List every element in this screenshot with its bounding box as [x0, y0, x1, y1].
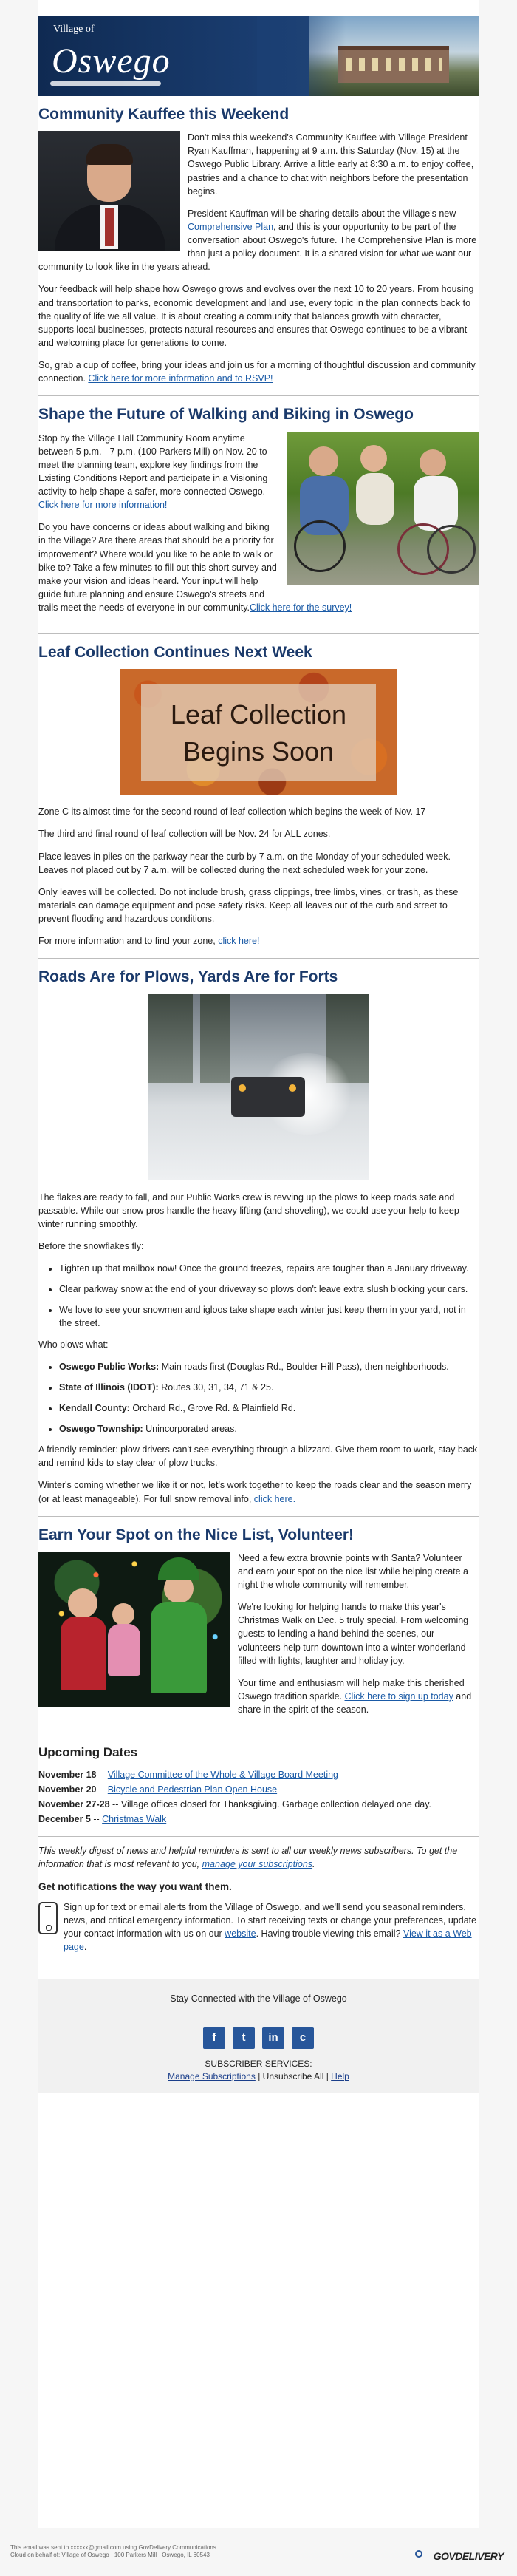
list-item: • Oswego Township: Unincorporated areas.	[59, 1422, 479, 1435]
sent-to-text: This email was sent to xxxxxx@gmail.com using GovDelivery Communications Cloud on behalf of: Village of Oswego · 100 Parkers Mill · Oswego, IL 60543	[10, 2544, 216, 2559]
plow-title: Roads Are for Plows, Yards Are for Forts	[38, 968, 338, 986]
leaf-image-line1: Leaf Collection	[170, 699, 347, 730]
phone-icon	[38, 1902, 58, 1934]
kauffee-title: Community Kauffee this Weekend	[38, 106, 290, 123]
leaf-p5: For more information and to find your zone, click here!	[38, 936, 260, 947]
upcoming-dates-section	[38, 1745, 479, 1826]
leaf-title: Leaf Collection Continues Next Week	[38, 644, 312, 662]
view-web-page-link[interactable]: View it as a Web page	[64, 1928, 472, 1953]
logo-swoosh	[50, 81, 161, 86]
bike-section	[38, 405, 479, 623]
list-item: • Tighten up that mailbox now! Once the ground freezes, repairs are tougher than a January driveway.	[59, 1262, 479, 1275]
notifications-text: Sign up for text or email alerts from the Village of Oswego, and we'll send you seasonal reminders, news, and critical emergency information. To start receiving texts or change your preferences, update your contact information with us on our website. Having trouble viewing this email? View it as a Web page.	[64, 1901, 477, 1953]
help-link[interactable]: Help	[331, 2070, 349, 2081]
bike-p2: Do you have concerns or ideas about walking and biking in the Village? Are there areas that should be a priority for improvement? Where would you like to be able to walk or bike to? Take a few minutes to fill out this short survey and make your vision and ideas heard. Your input will help guide future planning and ensure Oswego's streets and trails meet the needs of everyone in our community.Click here for the survey!	[38, 522, 352, 613]
divider	[38, 1516, 479, 1517]
bike-title: Shape the Future of Walking and Biking in Oswego	[38, 406, 414, 424]
bike-info-link[interactable]: Click here for more information!	[38, 500, 168, 511]
leaf-zone-link[interactable]: click here!	[218, 936, 260, 947]
delivery-footer	[0, 2528, 517, 2576]
footer	[38, 1979, 479, 2093]
leaf-image-line2: Begins Soon	[182, 736, 335, 767]
plow-section	[38, 968, 479, 1505]
list-item: • Kendall County: Orchard Rd., Grove Rd. & Plainfield Rd.	[59, 1401, 479, 1415]
leaf-p2: The third and final round of leaf collection will be Nov. 24 for ALL zones.	[38, 829, 331, 840]
plow-p3: Who plows what:	[38, 1339, 109, 1350]
header-banner	[38, 16, 479, 96]
kauffee-p4: So, grab a cup of coffee, bring your ideas and join us for a morning of thoughtful discussion and community connection. Click here for more information and to RSVP!	[38, 360, 476, 384]
volunteer-p1: Need a few extra brownie points with Santa? Volunteer and earn your spot on the nice list while helping create a night the whole community will remember.	[238, 1552, 468, 1591]
volunteer-p3: Your time and enthusiasm will help make this cherished Oswego tradition sparkle. Click here to sign up today and share in the spirit of the season.	[238, 1677, 472, 1716]
plow-p4: A friendly reminder: plow drivers can't see everything through a blizzard. Give them room to work, stay back and remind kids to stay clear of plow trucks.	[38, 1444, 478, 1469]
digest-note: This weekly digest of news and helpful reminders is sent to all our weekly news subscribers. To get the information that is most relevant to you, manage your subscriptions.	[38, 1846, 458, 1870]
leaf-p3: Place leaves in piles on the parkway near the curb by 7 a.m. on the Monday of your scheduled week. Leaves not placed out by 7 a.m. will be collected during the next scheduled week for your zone.	[38, 851, 451, 875]
date-item: November 20 -- Bicycle and Pedestrian Plan Open House	[38, 1784, 278, 1795]
website-link[interactable]: website	[225, 1928, 256, 1940]
subscriber-services-label: SUBSCRIBER SERVICES:	[205, 2058, 312, 2069]
volunteer-title: Earn Your Spot on the Nice List, Volunteer!	[38, 1526, 355, 1543]
date-link[interactable]: Bicycle and Pedestrian Plan Open House	[107, 1784, 278, 1795]
plow-tips-list	[59, 1262, 479, 1331]
volunteer-p2: We're looking for helping hands to make this year's Christmas Walk on Dec. 5 truly special. From welcoming guests to lending a hand behind the scenes, our volunteers help turn downtown into a winter wonderland filled with lights, laughter and holiday joy.	[238, 1602, 469, 1666]
date-link[interactable]: Christmas Walk	[102, 1813, 167, 1824]
unsubscribe-link[interactable]: Unsubscribe All	[262, 2070, 324, 2081]
facebook-icon[interactable]: f	[203, 2027, 225, 2049]
social-links	[38, 2027, 479, 2049]
leaf-p1: Zone C its almost time for the second round of leaf collection which begins the week of Nov. 17	[38, 806, 426, 818]
divider	[38, 633, 479, 634]
twitter-icon[interactable]: t	[233, 2027, 255, 2049]
chat-icon[interactable]: c	[292, 2027, 314, 2049]
plow-p5: Winter's coming whether we like it or not, let's work together to keep the roads clear and the season merry (or at least manageable). For full snow removal info, click here.	[38, 1480, 472, 1504]
bike-survey-link[interactable]: Click here for the survey!	[250, 602, 352, 613]
manage-subscriptions-link[interactable]: Manage Subscriptions	[168, 2070, 256, 2081]
divider	[38, 395, 479, 396]
upcoming-dates-title: Upcoming Dates	[38, 1745, 138, 1760]
banner-building	[338, 46, 449, 83]
banner-village-label: Village of	[53, 24, 95, 35]
comprehensive-plan-link[interactable]: Comprehensive Plan	[188, 221, 274, 232]
list-item: • We love to see your snowmen and igloos take shape each winter just keep them in your yard, not in the street.	[59, 1303, 479, 1330]
kauffee-section	[38, 105, 479, 385]
date-link[interactable]: Village Committee of the Whole & Village Board Meeting	[107, 1769, 339, 1780]
date-item: December 5 -- Christmas Walk	[38, 1813, 167, 1824]
stay-connected-text: Stay Connected with the Village of Oswego	[170, 1994, 347, 2005]
banner-logo: Oswego	[52, 41, 171, 81]
volunteer-section	[38, 1526, 479, 1726]
volunteer-signup-link[interactable]: Click here to sign up today	[344, 1690, 453, 1702]
divider	[38, 958, 479, 959]
footer-links: Manage Subscriptions | Unsubscribe All | Help	[168, 2070, 349, 2081]
plow-p1: The flakes are ready to fall, and our Public Works crew is revving up the plows to keep roads safe and passable. While our snow pros handle the heavy lifting (and shoveling), we could use your help to keep winter running smoothly.	[38, 1192, 459, 1229]
linkedin-icon[interactable]: in	[262, 2027, 284, 2049]
snow-plow-image	[148, 994, 369, 1180]
govdelivery-logo-icon	[415, 2550, 422, 2558]
christmas-elves-image	[38, 1552, 230, 1707]
kauffee-p3: Your feedback will help shape how Oswego grows and evolves over the next 10 to 20 years. From housing and transportation to parks, economic development and land use, every topic in the plan connects back to the quality of life we all value. It is about creating a community that balances growth with character, supports local businesses, protects natural resources and ensures that Oswego continues to be a vibrant and welcoming place for generations to come.	[38, 284, 474, 348]
notifications-title: Get notifications the way you want them.	[38, 1881, 232, 1893]
date-item: November 18 -- Village Committee of the Whole & Village Board Meeting	[38, 1769, 339, 1780]
leaf-section	[38, 643, 479, 948]
list-item: • State of Illinois (IDOT): Routes 30, 31, 34, 71 & 25.	[59, 1381, 479, 1394]
kauffee-p1: Don't miss this weekend's Community Kauffee with Village President Ryan Kauffman, happening at 9 a.m. this Saturday (Nov. 15) at the Oswego Public Library. Arrive a little early at 8:30 a.m. to enjoy coffee, pastries and a chance to chat with neighbors before the presentation begins.	[188, 132, 474, 197]
leaf-p4: Only leaves will be collected. Do not include brush, grass clippings, tree limbs, vines, or trash, as these materials can damage equipment and pose safety risks. Keep all leaves out of the curb and street to prevent flooding and hazardous conditions.	[38, 886, 459, 925]
email-body	[38, 0, 479, 2528]
date-item: November 27-28 -- Village offices closed for Thanksgiving. Garbage collection delayed one day.	[38, 1798, 432, 1809]
kauffee-p2: President Kauffman will be sharing details about the Village's new Comprehensive Plan, and this is your opportunity to be part of the conversation about Oswego's future. The Comprehensive Plan is more than just a policy document. It is a shared vision for what we want our community to look like in the years ahead.	[38, 208, 477, 273]
plow-who-list	[59, 1360, 479, 1436]
kauffee-rsvp-link[interactable]: Click here for more information and to RSVP!	[88, 373, 273, 384]
snow-removal-link[interactable]: click here.	[253, 1493, 296, 1504]
govdelivery-logo[interactable]: GOVDELIVERY	[433, 2550, 504, 2562]
notifications-section	[38, 1880, 479, 1962]
family-biking-image	[287, 432, 479, 585]
president-portrait-image	[38, 131, 180, 251]
leaf-collection-image	[120, 669, 397, 795]
manage-subscriptions-inline-link[interactable]: manage your subscriptions	[202, 1859, 313, 1870]
list-item: • Oswego Public Works: Main roads first (Douglas Rd., Boulder Hill Pass), then neighborhoods.	[59, 1360, 479, 1373]
plow-p2: Before the snowflakes fly:	[38, 1240, 144, 1251]
divider	[38, 1836, 479, 1837]
list-item: • Clear parkway snow at the end of your driveway so plows don't leave extra slush blocking your cars.	[59, 1282, 479, 1296]
bike-p1: Stop by the Village Hall Community Room anytime between 5 p.m. - 7 p.m. (100 Parkers Mill) on Nov. 20 to meet the planning team, explore key findings from the Existing Conditions Report and participate in a Visioning activity to help shape a safer, more connected Oswego. Click here for more information!	[38, 432, 268, 511]
